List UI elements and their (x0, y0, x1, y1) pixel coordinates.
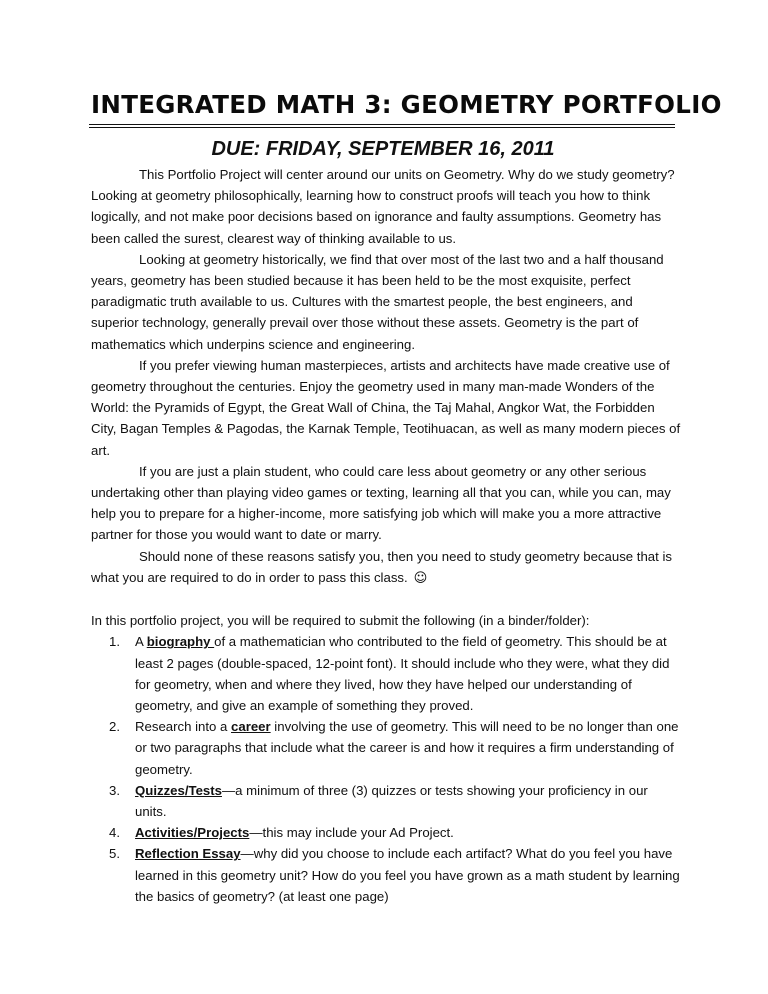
list-item-keyword: Activities/Projects (135, 825, 250, 841)
list-item-keyword: career (231, 719, 271, 735)
list-item-keyword: Reflection Essay (135, 846, 241, 862)
list-item (91, 822, 681, 843)
requirements-list (91, 631, 681, 907)
requirements-intro: In this portfolio project, you will be required to submit the following (in a binder/folder): (91, 613, 590, 629)
list-item (91, 780, 681, 822)
list-item (91, 631, 681, 716)
list-item (91, 843, 681, 907)
page-title: INTEGRATED MATH 3: GEOMETRY PORTFOLIO (91, 90, 722, 119)
list-item-number: 3. (109, 782, 120, 798)
due-date: DUE: FRIDAY, SEPTEMBER 16, 2011 (211, 138, 555, 160)
list-item-keyword: Quizzes/Tests (135, 782, 222, 798)
list-item-text: —why did you choose to include each artifact? What do you feel you have learned in this geometry unit? How do you feel you have grown as a math student by learning the basics of geometry? (at least one page) (135, 846, 680, 904)
paragraph-plain-student: If you are just a plain student, who could care less about geometry or any other serious undertaking other than playing video games or texting, learning all that you can, while you can, may help you to prepare for a higher-income, more satisfying job which will make you a more attractive partner for those you would want to date or marry. (91, 463, 671, 543)
list-item (91, 716, 681, 780)
list-item-text: involving the use of geometry. This will need to be no longer than one or two paragraphs that include what the career is and how it requires a firm understanding of geometry. (135, 719, 679, 777)
document-body (91, 164, 681, 907)
list-item-prefix: Research into a (135, 719, 232, 735)
list-item-prefix: A (135, 634, 147, 650)
list-item-number: 5. (109, 846, 120, 862)
spacer (91, 589, 681, 610)
paragraph-historical: Looking at geometry historically, we find that over most of the last two and a half thousand years, geometry has been studied because it has been held to be the most exquisite, perfect paradigmatic truth available to us. Cultures with the smartest people, the best engineers, and superior technology, generally prevail over those without these assets. Geometry is the part of mathematics which underpins science and engineering. (91, 251, 664, 352)
list-item-keyword: biography (146, 634, 215, 650)
list-item-number: 2. (109, 719, 120, 735)
paragraph-masterpieces: If you prefer viewing human masterpieces, artists and architects have made creative use of geometry throughout the centuries. Enjoy the geometry used in many man-made Wonders of the World: the Pyramids of Egypt, the Great Wall of China, the Taj Mahal, Angkor Wat, the Forbidden City, Bagan Temples & Pagodas, the Karnak Temple, Teotihuacan, as well as many modern pieces of art. (91, 357, 681, 458)
list-item-text: of a mathematician who contributed to the field of geometry. This should be at least 2 pages (double-spaced, 12-point font). It should include who they were, what they did for geometry, when and where they lived, how they have helped our understanding of geometry, and give an example of something they proved. (135, 634, 670, 714)
paragraph-why-study: This Portfolio Project will center around our units on Geometry. Why do we study geometry? Looking at geometry philosophically, learning how to construct proofs will teach you how to think logically, and not make poor decisions based on ignorance and faulty assumptions. Geometry has been called the surest, clearest way of thinking available to us. (91, 167, 675, 246)
list-item-number: 1. (109, 634, 120, 650)
paragraph-required (91, 546, 681, 589)
title-underline (89, 124, 675, 128)
list-item-number: 4. (109, 825, 120, 841)
paragraph-required-text: Should none of these reasons satisfy you, then you need to study geometry because that is what you are required to do in order to pass this class. (91, 548, 672, 585)
list-item-text: —a minimum of three (3) quizzes or tests showing your proficiency in our units. (135, 782, 648, 820)
list-item-text: —this may include your Ad Project. (249, 825, 454, 841)
smiley-icon: ☺ (413, 570, 428, 586)
